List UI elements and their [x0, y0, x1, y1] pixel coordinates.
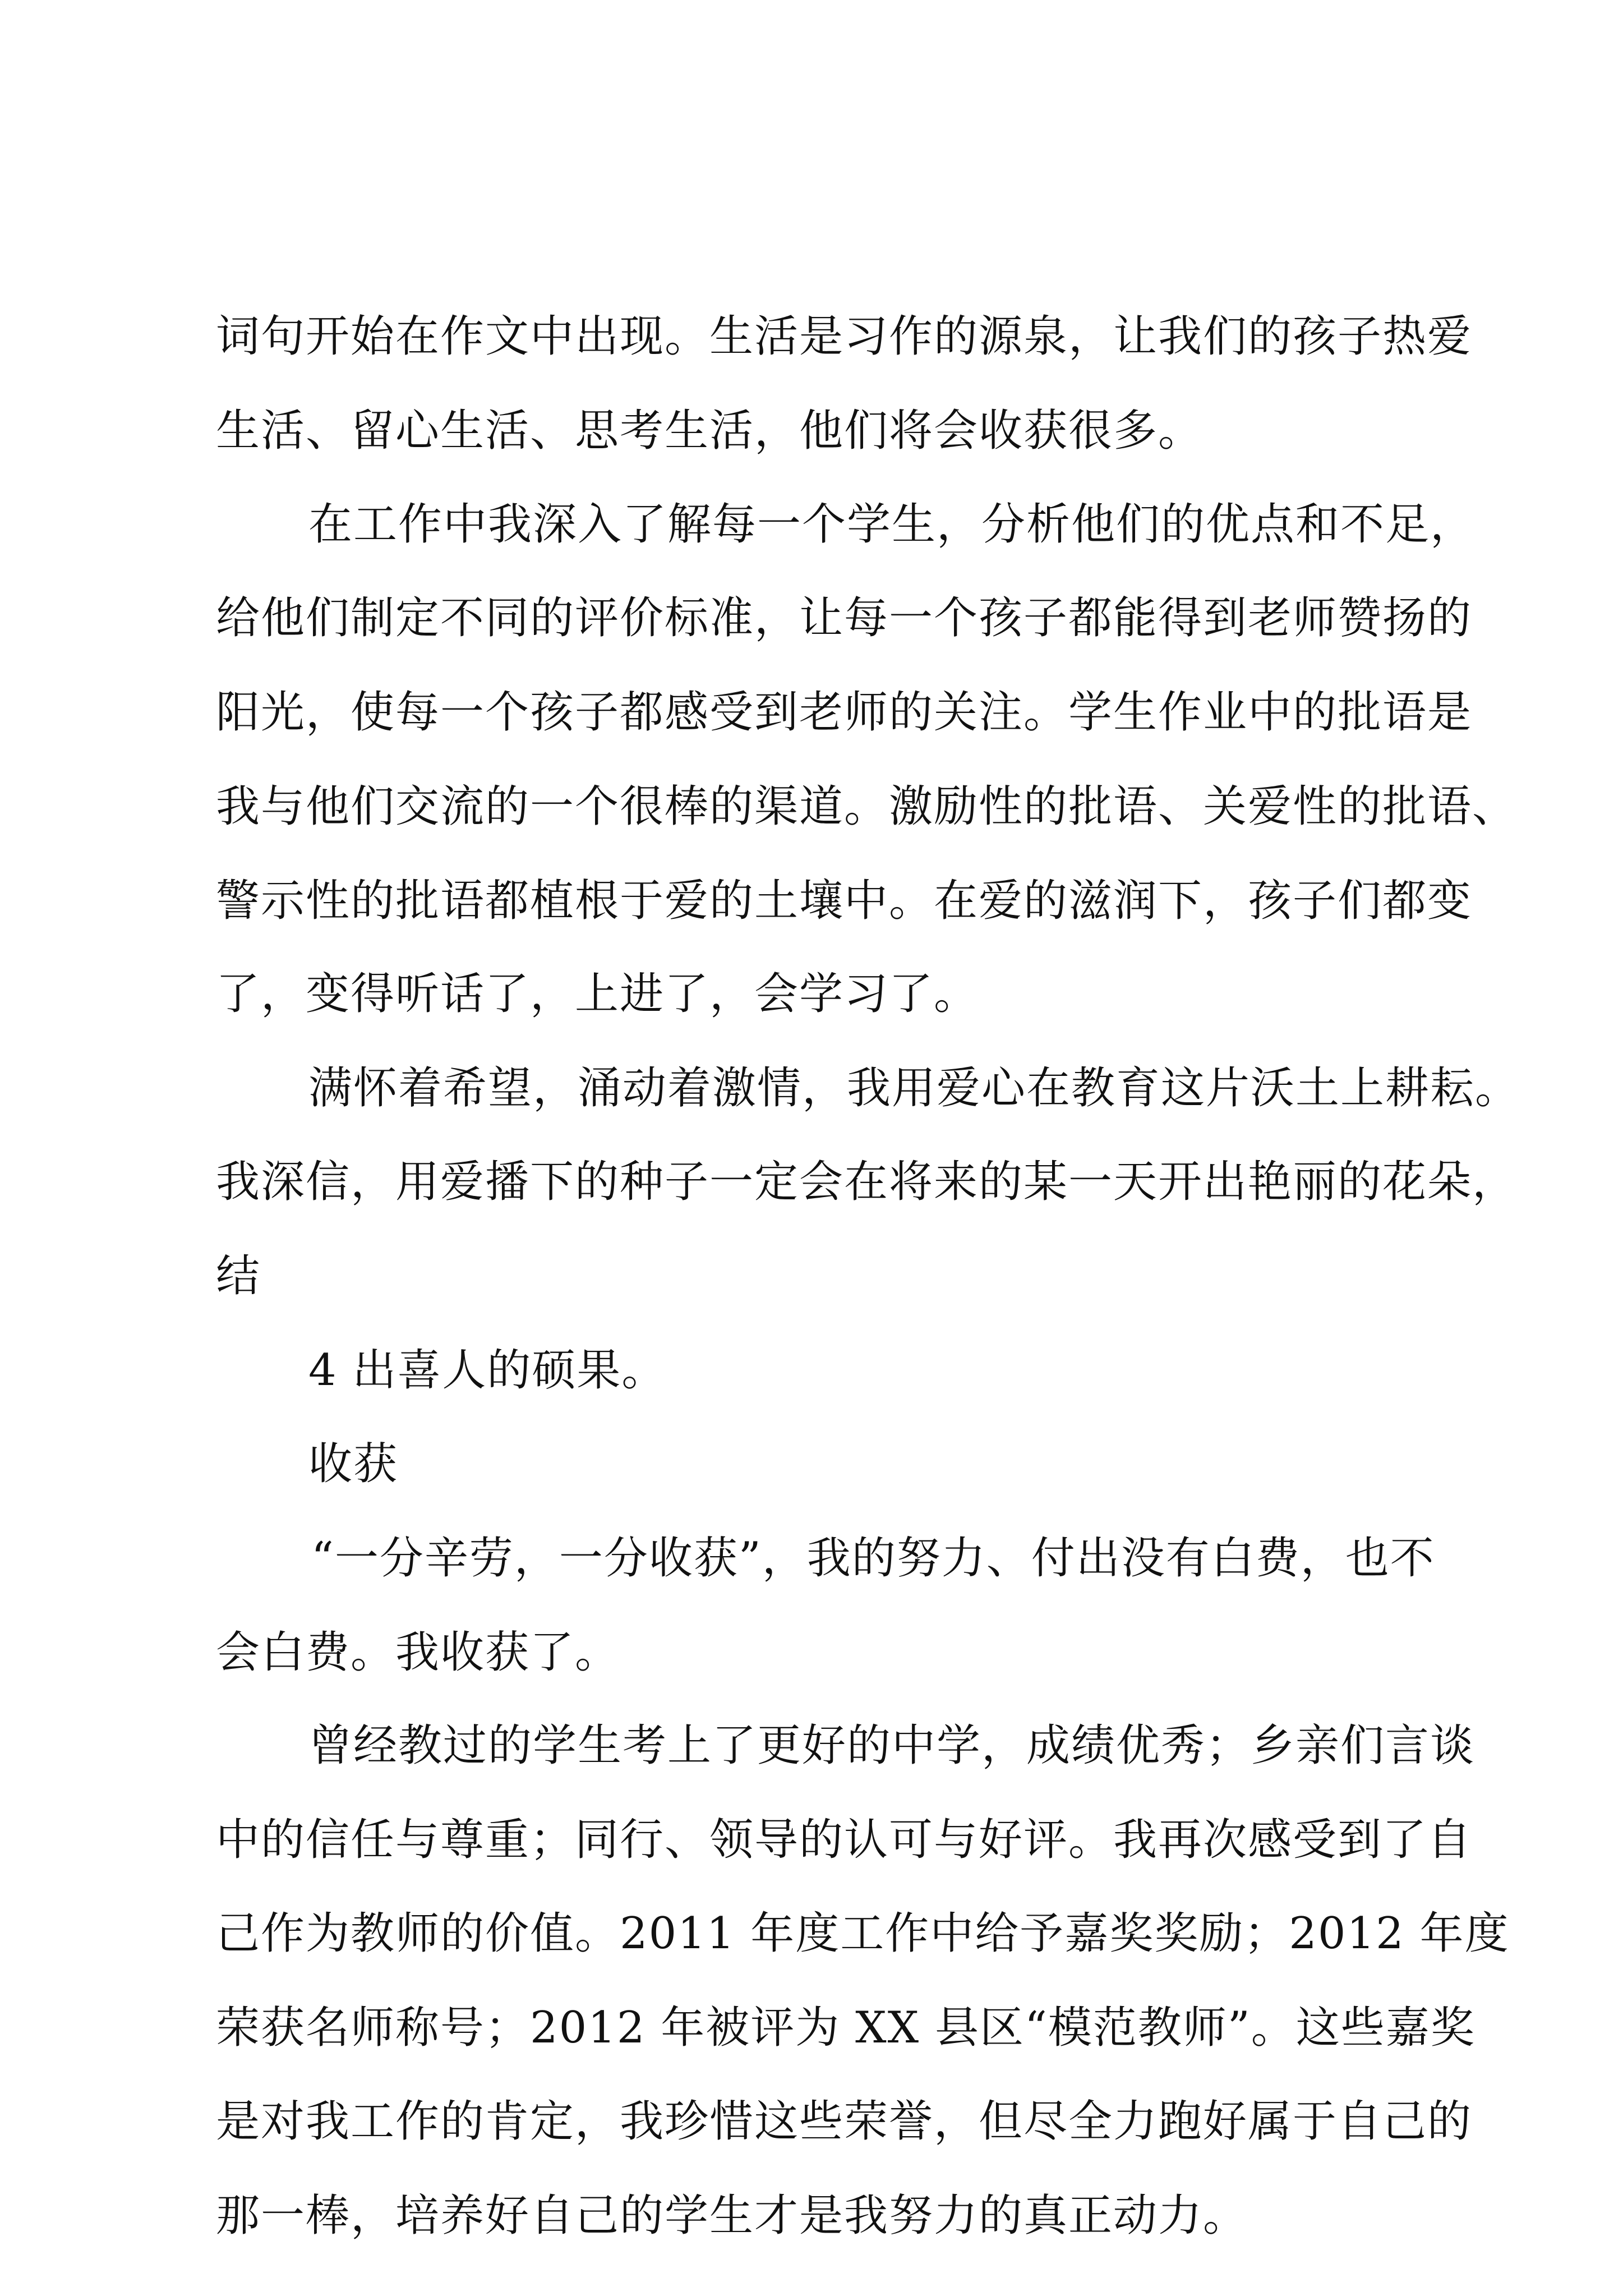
text-line-7: 警示性的批语都植根于爱的土壤中。在爱的滋润下，孩子们都变 [216, 876, 1473, 926]
text-line-19: 荣获名师称号；2012 年被评为 XX 县区“模范教师”。这些嘉奖 [216, 2003, 1476, 2053]
section-heading: 收获 [308, 1439, 399, 1489]
text-line-17: 中的信任与尊重；同行、领导的认可与好评。我再次感受到了自 [216, 1815, 1473, 1865]
text-line-10: 我深信，用爱播下的种子一定会在将来的某一天开出艳丽的花朵， [216, 1157, 1518, 1207]
text-line-1: 词句开始在作文中出现。生活是习作的源泉，让我们的孩子热爱 [216, 311, 1473, 362]
text-line-15: 会白费。我收获了。 [216, 1627, 620, 1678]
text-line-3: 在工作中我深入了解每一个学生，分析他们的优点和不足， [308, 499, 1476, 550]
text-line-21: 那一棒，培养好自己的学生才是我努力的真正动力。 [216, 2191, 1248, 2241]
text-line-16: 曾经教过的学生考上了更好的中学，成绩优秀；乡亲们言谈 [308, 1720, 1476, 1771]
text-line-4: 给他们制定不同的评价标准，让每一个孩子都能得到老师赞扬的 [216, 593, 1473, 643]
text-line-11: 结 [216, 1251, 261, 1301]
text-line-12: 4 出喜人的硕果。 [308, 1345, 667, 1396]
text-line-20: 是对我工作的肯定，我珍惜这些荣誉，但尽全力跑好属于自己的 [216, 2096, 1473, 2147]
text-line-6: 我与他们交流的一个很棒的渠道。激励性的批语、关爱性的批语、 [216, 781, 1518, 832]
text-line-5: 阳光，使每一个孩子都感受到老师的关注。学生作业中的批语是 [216, 687, 1473, 738]
text-line-2: 生活、留心生活、思考生活，他们将会收获很多。 [216, 406, 1204, 456]
text-line-18: 己作为教师的价值。2011 年度工作中给予嘉奖奖励；2012 年度 [216, 1908, 1510, 1959]
text-line-8: 了，变得听话了，上进了，会学习了。 [216, 969, 979, 1019]
text-line-14: “一分辛劳，一分收获”，我的努力、付出没有白费，也不 [311, 1533, 1435, 1584]
text-line-9: 满怀着希望，涌动着激情，我用爱心在教育这片沃土上耕耘。 [308, 1063, 1520, 1114]
